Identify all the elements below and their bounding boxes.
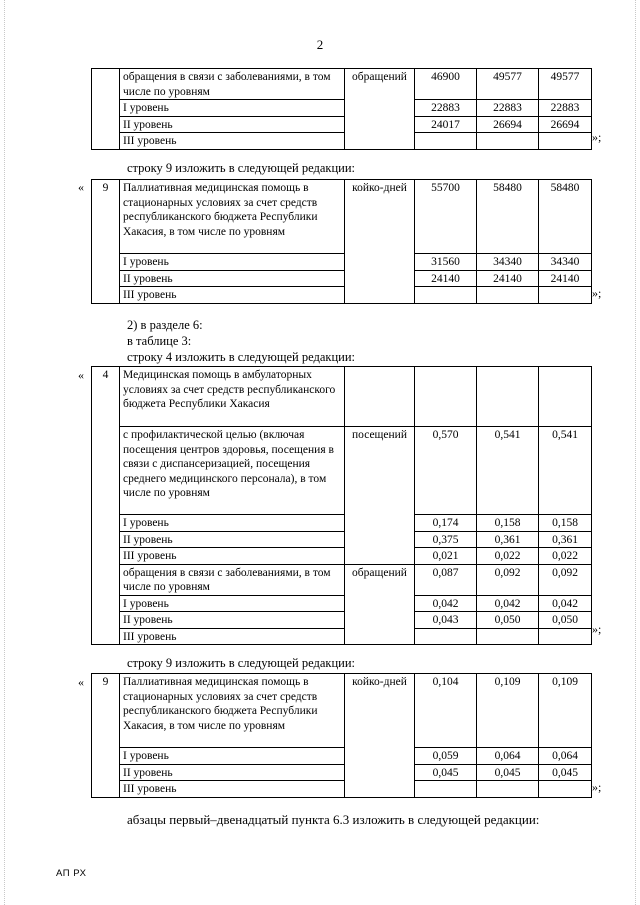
close-quote: »; — [592, 622, 602, 636]
table-row: 9 Паллиативная медицинская помощь в стационарных условиях за счет средств республиканского бюджета Республики Хакасия, в том числе по уровням койко-дней 0,104 0,109 0,109 — [92, 674, 592, 748]
table-row: 4 Медицинская помощь в амбулаторных условиях за счет средств республиканского бюджета Республики Хакасия — [92, 367, 592, 427]
table-row: I уровень 31560 34340 34340 — [92, 254, 592, 271]
right-edge-dots — [635, 0, 636, 905]
table-row: II уровень 0,043 0,050 0,050 — [92, 612, 592, 629]
left-edge-dots — [4, 0, 5, 905]
table-row: обращения в связи с заболеваниями, в том числе по уровням обращений 0,087 0,092 0,092 — [92, 564, 592, 595]
close-quote: »; — [592, 780, 602, 794]
paragraph: 2) в разделе 6: — [127, 318, 203, 332]
paragraph: строку 9 изложить в следующей редакции: — [127, 161, 356, 175]
table-row: 9 Паллиативная медицинская помощь в стационарных условиях за счет средств республиканского бюджета Республики Хакасия, в том числе по уровням койко-дней 55700 58480 58480 — [92, 180, 592, 254]
table-1 — [91, 68, 592, 150]
table-row: с профилактической целью (включая посещения центров здоровья, посещения в связи с диспансеризацией, посещения среднего медицинского персонала), в том числе по уровням посещений 0,570 0,541 0,541 — [92, 427, 592, 515]
table-row: II уровень 0,045 0,045 0,045 — [92, 764, 592, 781]
paragraph: в таблице 3: — [127, 334, 192, 348]
table-3 — [91, 366, 592, 645]
table-row: I уровень 0,059 0,064 0,064 — [92, 748, 592, 765]
table-row: II уровень 0,375 0,361 0,361 — [92, 531, 592, 548]
table-row: II уровень 24017 26694 26694 — [92, 116, 592, 133]
close-quote: »; — [592, 130, 602, 144]
open-quote: « — [78, 180, 84, 194]
table-row: I уровень 0,042 0,042 0,042 — [92, 595, 592, 612]
paragraph: строку 4 изложить в следующей редакции: — [127, 350, 356, 364]
paragraph: строку 9 изложить в следующей редакции: — [127, 656, 356, 670]
page-number: 2 — [316, 37, 324, 52]
table-row: III уровень — [92, 133, 592, 150]
close-quote: »; — [592, 286, 602, 300]
table-row: обращения в связи с заболеваниями, в том числе по уровням обращений 46900 49577 49577 — [92, 69, 592, 100]
table-row: I уровень 0,174 0,158 0,158 — [92, 515, 592, 532]
table-row: II уровень 24140 24140 24140 — [92, 270, 592, 287]
open-quote: « — [78, 675, 84, 689]
table-row: III уровень — [92, 781, 592, 798]
footer-mark: АП РХ — [56, 868, 87, 879]
table-row: I уровень 22883 22883 22883 — [92, 100, 592, 117]
open-quote: « — [78, 368, 84, 382]
table-row: III уровень — [92, 287, 592, 304]
table-row: III уровень 0,021 0,022 0,022 — [92, 548, 592, 565]
table-4 — [91, 673, 592, 798]
paragraph: абзацы первый–двенадцатый пункта 6.3 изложить в следующей редакции: — [127, 812, 540, 827]
table-2 — [91, 179, 592, 304]
table-row: III уровень — [92, 628, 592, 645]
